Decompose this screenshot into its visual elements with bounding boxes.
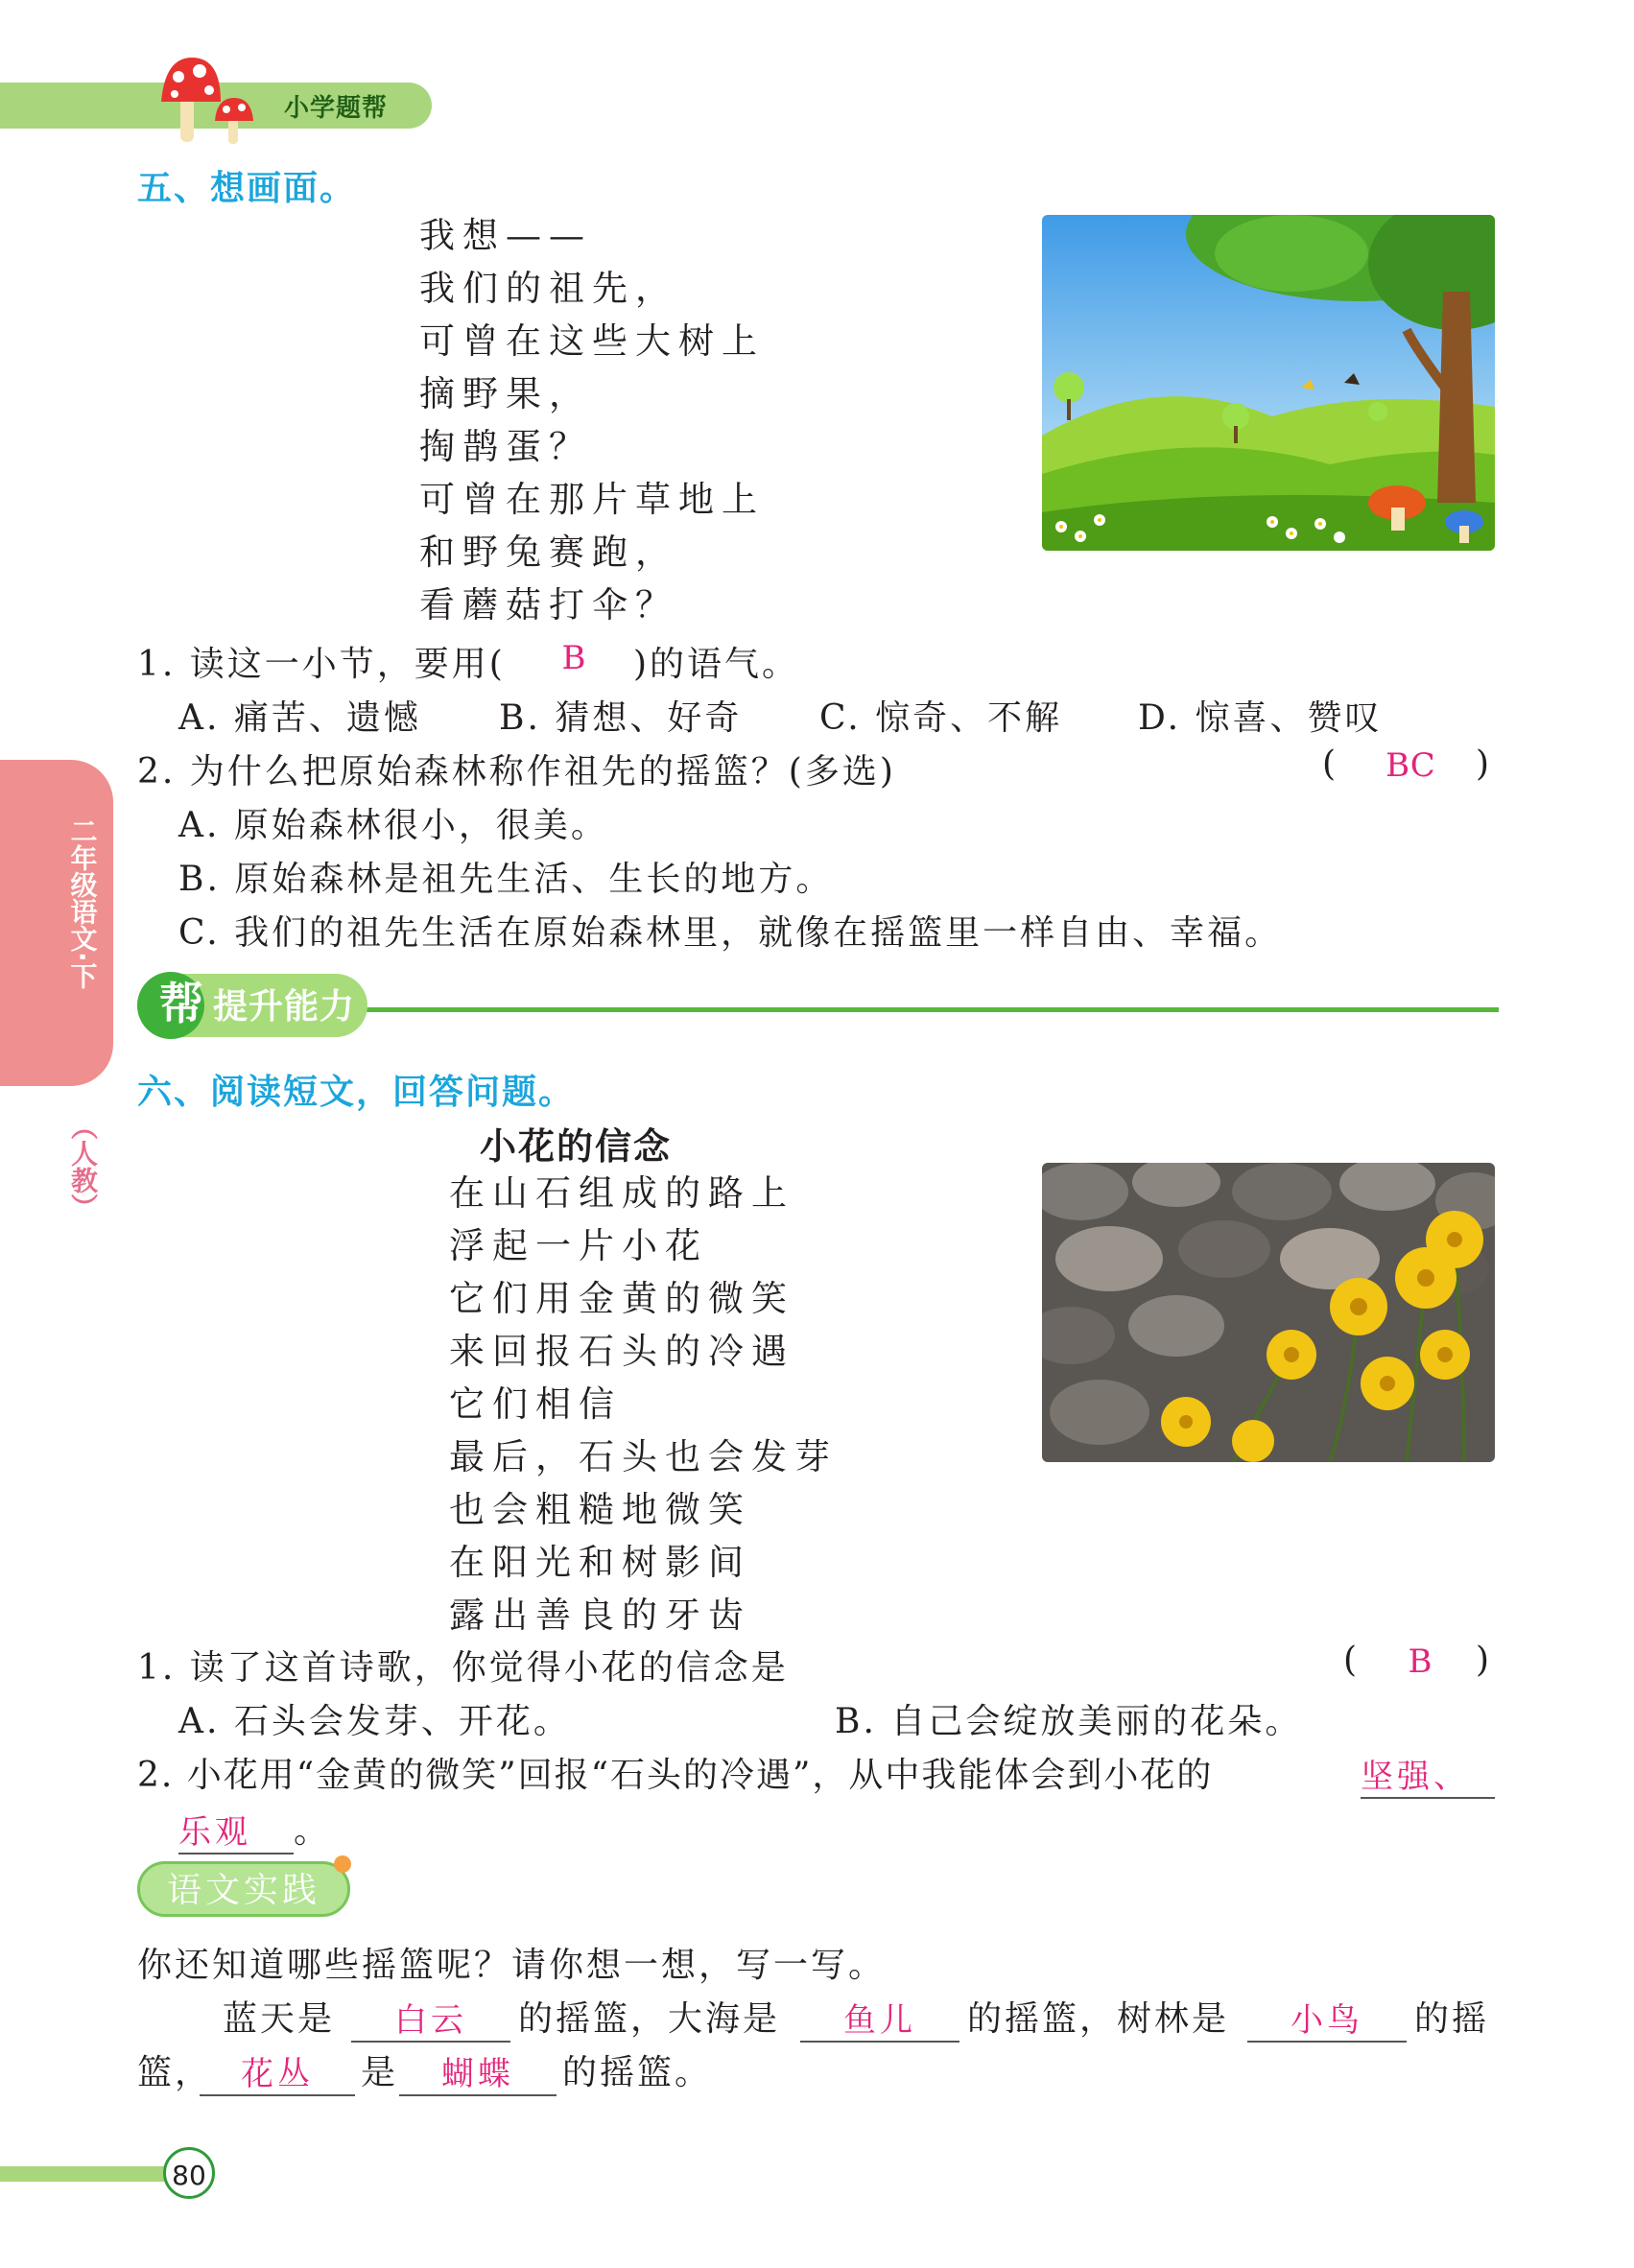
poem-line: 在山石组成的路上 (449, 1172, 794, 1214)
ability-label: 提升能力 (213, 987, 356, 1027)
s5-q2-stem: 2. 为什么把原始森林称作祖先的摇篮？(多选) (137, 752, 896, 791)
poem-line: 浮起一片小花 (449, 1225, 708, 1266)
poem-line: 掏鹊蛋？ (419, 426, 592, 467)
s6-q1-option-b: B. 自己会绽放美丽的花朵。 (835, 1702, 1303, 1741)
ability-big-char: 帮 (159, 978, 203, 1029)
s5-q1-option-c: C. 惊奇、不解 (819, 698, 1063, 738)
s6-q2-end: 。 (294, 1811, 332, 1851)
s6-q2-answer-line2: 乐观 (178, 1806, 294, 1855)
practice-answer: 鱼儿 (800, 1994, 959, 2043)
section5-poem (419, 209, 765, 631)
practice-prompt: 你还知道哪些摇篮呢？请你想一想，写一写。 (137, 1946, 887, 1985)
practice-answer: 蝴蝶 (399, 2047, 557, 2096)
practice-answer: 花丛 (200, 2047, 355, 2096)
s6-q1-paren-open: ( (1343, 1641, 1361, 1680)
practice-text: 篮， (137, 2053, 213, 2092)
practice-text: 蓝天是 (223, 1999, 336, 2039)
section5-heading: 五、想画面。 (137, 169, 357, 208)
s5-q1-option-b: B. 猜想、好奇 (499, 698, 743, 738)
side-tab-edition: （人教） (67, 1113, 99, 1220)
s6-q1-paren-close: ) (1476, 1641, 1493, 1680)
section6-poem (449, 1167, 838, 1642)
s5-q2-option-a: A. 原始森林很小，很美。 (178, 806, 608, 845)
practice-answer: 小鸟 (1247, 1994, 1407, 2043)
section6-heading: 六、阅读短文，回答问题。 (137, 1073, 576, 1112)
poem-line: 在阳光和树影间 (449, 1542, 751, 1583)
s5-q1-stem-after: )的语气。 (633, 645, 800, 684)
s6-q2-answer-line1: 坚强、 (1361, 1750, 1495, 1799)
poem-line: 可曾在这些大树上 (419, 320, 765, 362)
poem-line: 和野兔赛跑， (419, 532, 678, 573)
practice-label: 语文实践 (137, 1861, 350, 1917)
page-number: 80 (163, 2147, 215, 2199)
ability-divider (345, 1007, 1499, 1012)
s5-q2-paren-open: ( (1322, 744, 1339, 784)
s6-q1-stem: 1. 读了这首诗歌，你觉得小花的信念是 (137, 1648, 789, 1688)
s6-q1-option-a: A. 石头会发芽、开花。 (178, 1702, 571, 1741)
flowers-photo (1042, 1163, 1495, 1462)
practice-text: 的摇篮，大海是 (518, 1999, 781, 2039)
s5-q1-answer: B (561, 639, 586, 677)
practice-text: 是 (361, 2053, 399, 2092)
s6-q2-stem: 2. 小花用“金黄的微笑”回报“石头的冷遇”，从中我能体会到小花的 (137, 1756, 1214, 1795)
s5-q2-option-c: C. 我们的祖先生活在原始森林里，就像在摇篮里一样自由、幸福。 (178, 913, 1283, 953)
poem-line: 它们相信 (449, 1383, 622, 1425)
side-tab-grade: 二年级语文·下 (66, 817, 99, 989)
poem-line: 我们的祖先， (419, 268, 678, 309)
poem-line: 露出善良的牙齿 (449, 1595, 751, 1636)
poem-line: 摘野果， (419, 373, 592, 414)
poem-line: 最后，石头也会发芽 (449, 1436, 838, 1477)
s6-q1-answer: B (1408, 1642, 1433, 1681)
poem-line: 来回报石头的冷遇 (449, 1331, 794, 1372)
poem-line: 我想—— (419, 215, 592, 256)
practice-text: 的摇篮。 (562, 2053, 713, 2092)
brand-title: 小学题帮 (284, 94, 389, 123)
practice-text: 的摇 (1414, 1999, 1490, 2039)
poem-line: 看蘑菇打伞？ (419, 584, 678, 626)
practice-answer: 白云 (351, 1994, 510, 2043)
poem-line: 可曾在那片草地上 (419, 479, 765, 520)
poem-title: 小花的信念 (480, 1125, 673, 1168)
s5-q1-option-d: D. 惊喜、赞叹 (1138, 698, 1383, 738)
poem-line: 也会粗糙地微笑 (449, 1489, 751, 1530)
footer-bar (0, 2166, 167, 2182)
s5-q2-option-b: B. 原始森林是祖先生活、生长的地方。 (178, 860, 834, 899)
forest-illustration (1042, 215, 1495, 551)
practice-dot-icon (334, 1855, 351, 1873)
s5-q1-stem-before: 1. 读这一小节，要用( (137, 645, 506, 684)
poem-line: 它们用金黄的微笑 (449, 1278, 794, 1319)
practice-text: 的摇篮，树林是 (967, 1999, 1230, 2039)
s5-q2-answer: BC (1385, 746, 1435, 785)
s5-q2-paren-close: ) (1476, 744, 1493, 784)
mushroom-logo-icon (161, 56, 276, 152)
s5-q1-option-a: A. 痛苦、遗憾 (178, 698, 421, 738)
